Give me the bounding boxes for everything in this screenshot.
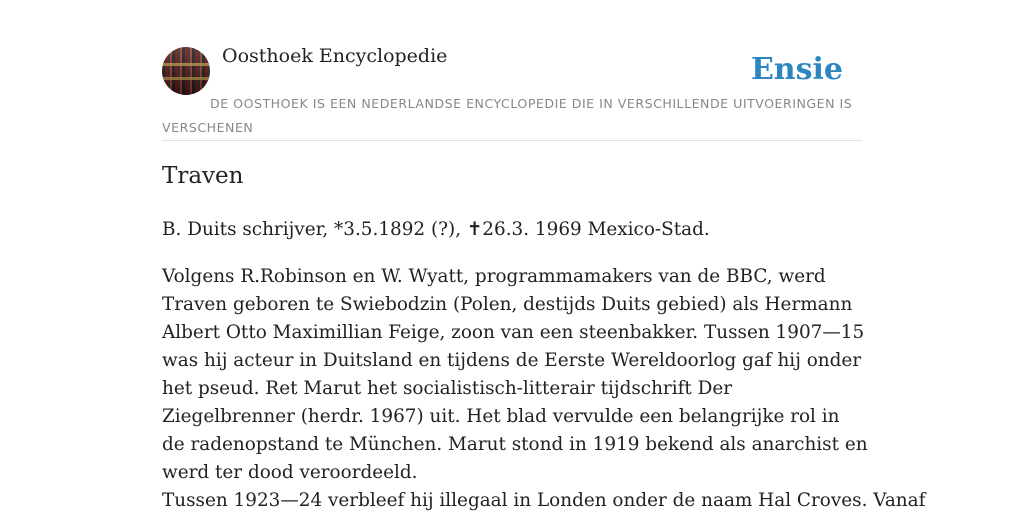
page-container <box>162 0 926 511</box>
article-paragraph: Volgens R.Robinson en W. Wyatt, programmamakers van de BBC, werd Traven geboren te Swiebodzin (Polen, destijds Duits gebied) als Hermann Albert Otto Maximillian Feige, zoon van een steenbakker. Tussen 1907—15 was hij acteur in Duitsland en tijdens de Eerste Wereldoorlog gaf hij onder het pseud. Ret Marut het socialistisch-litterair tijdschrift Der Ziegelbrenner (herdr. 1967) uit. Het blad vervulde een belangrijke rol in de radenopstand te München. Marut stond in 1919 bekend als anarchist en werd ter dood veroordeeld. <box>162 266 868 483</box>
site-tagline: DE OOSTHOEK IS EEN NEDERLANDSE ENCYCLOPEDIE DIE IN VERSCHILLENDE UITVOERINGEN IS VERSCHENEN <box>162 96 853 135</box>
article-title: Traven <box>162 163 244 189</box>
site-name-link[interactable]: Oosthoek Encyclopedie <box>222 45 448 67</box>
encyclopedia-books-avatar[interactable] <box>162 47 210 95</box>
article-paragraph: B. Duits schrijver, *3.5.1892 (?), ✝26.3. 1969 Mexico-Stad. <box>162 219 710 240</box>
article-paragraph: Tussen 1923—24 verbleef hij illegaal in Londen onder de naam Hal Croves. Vanaf <box>162 490 926 511</box>
ensie-logo-link[interactable]: Ensie <box>750 52 843 87</box>
avatar-shade <box>162 47 210 95</box>
site-header <box>162 0 862 141</box>
